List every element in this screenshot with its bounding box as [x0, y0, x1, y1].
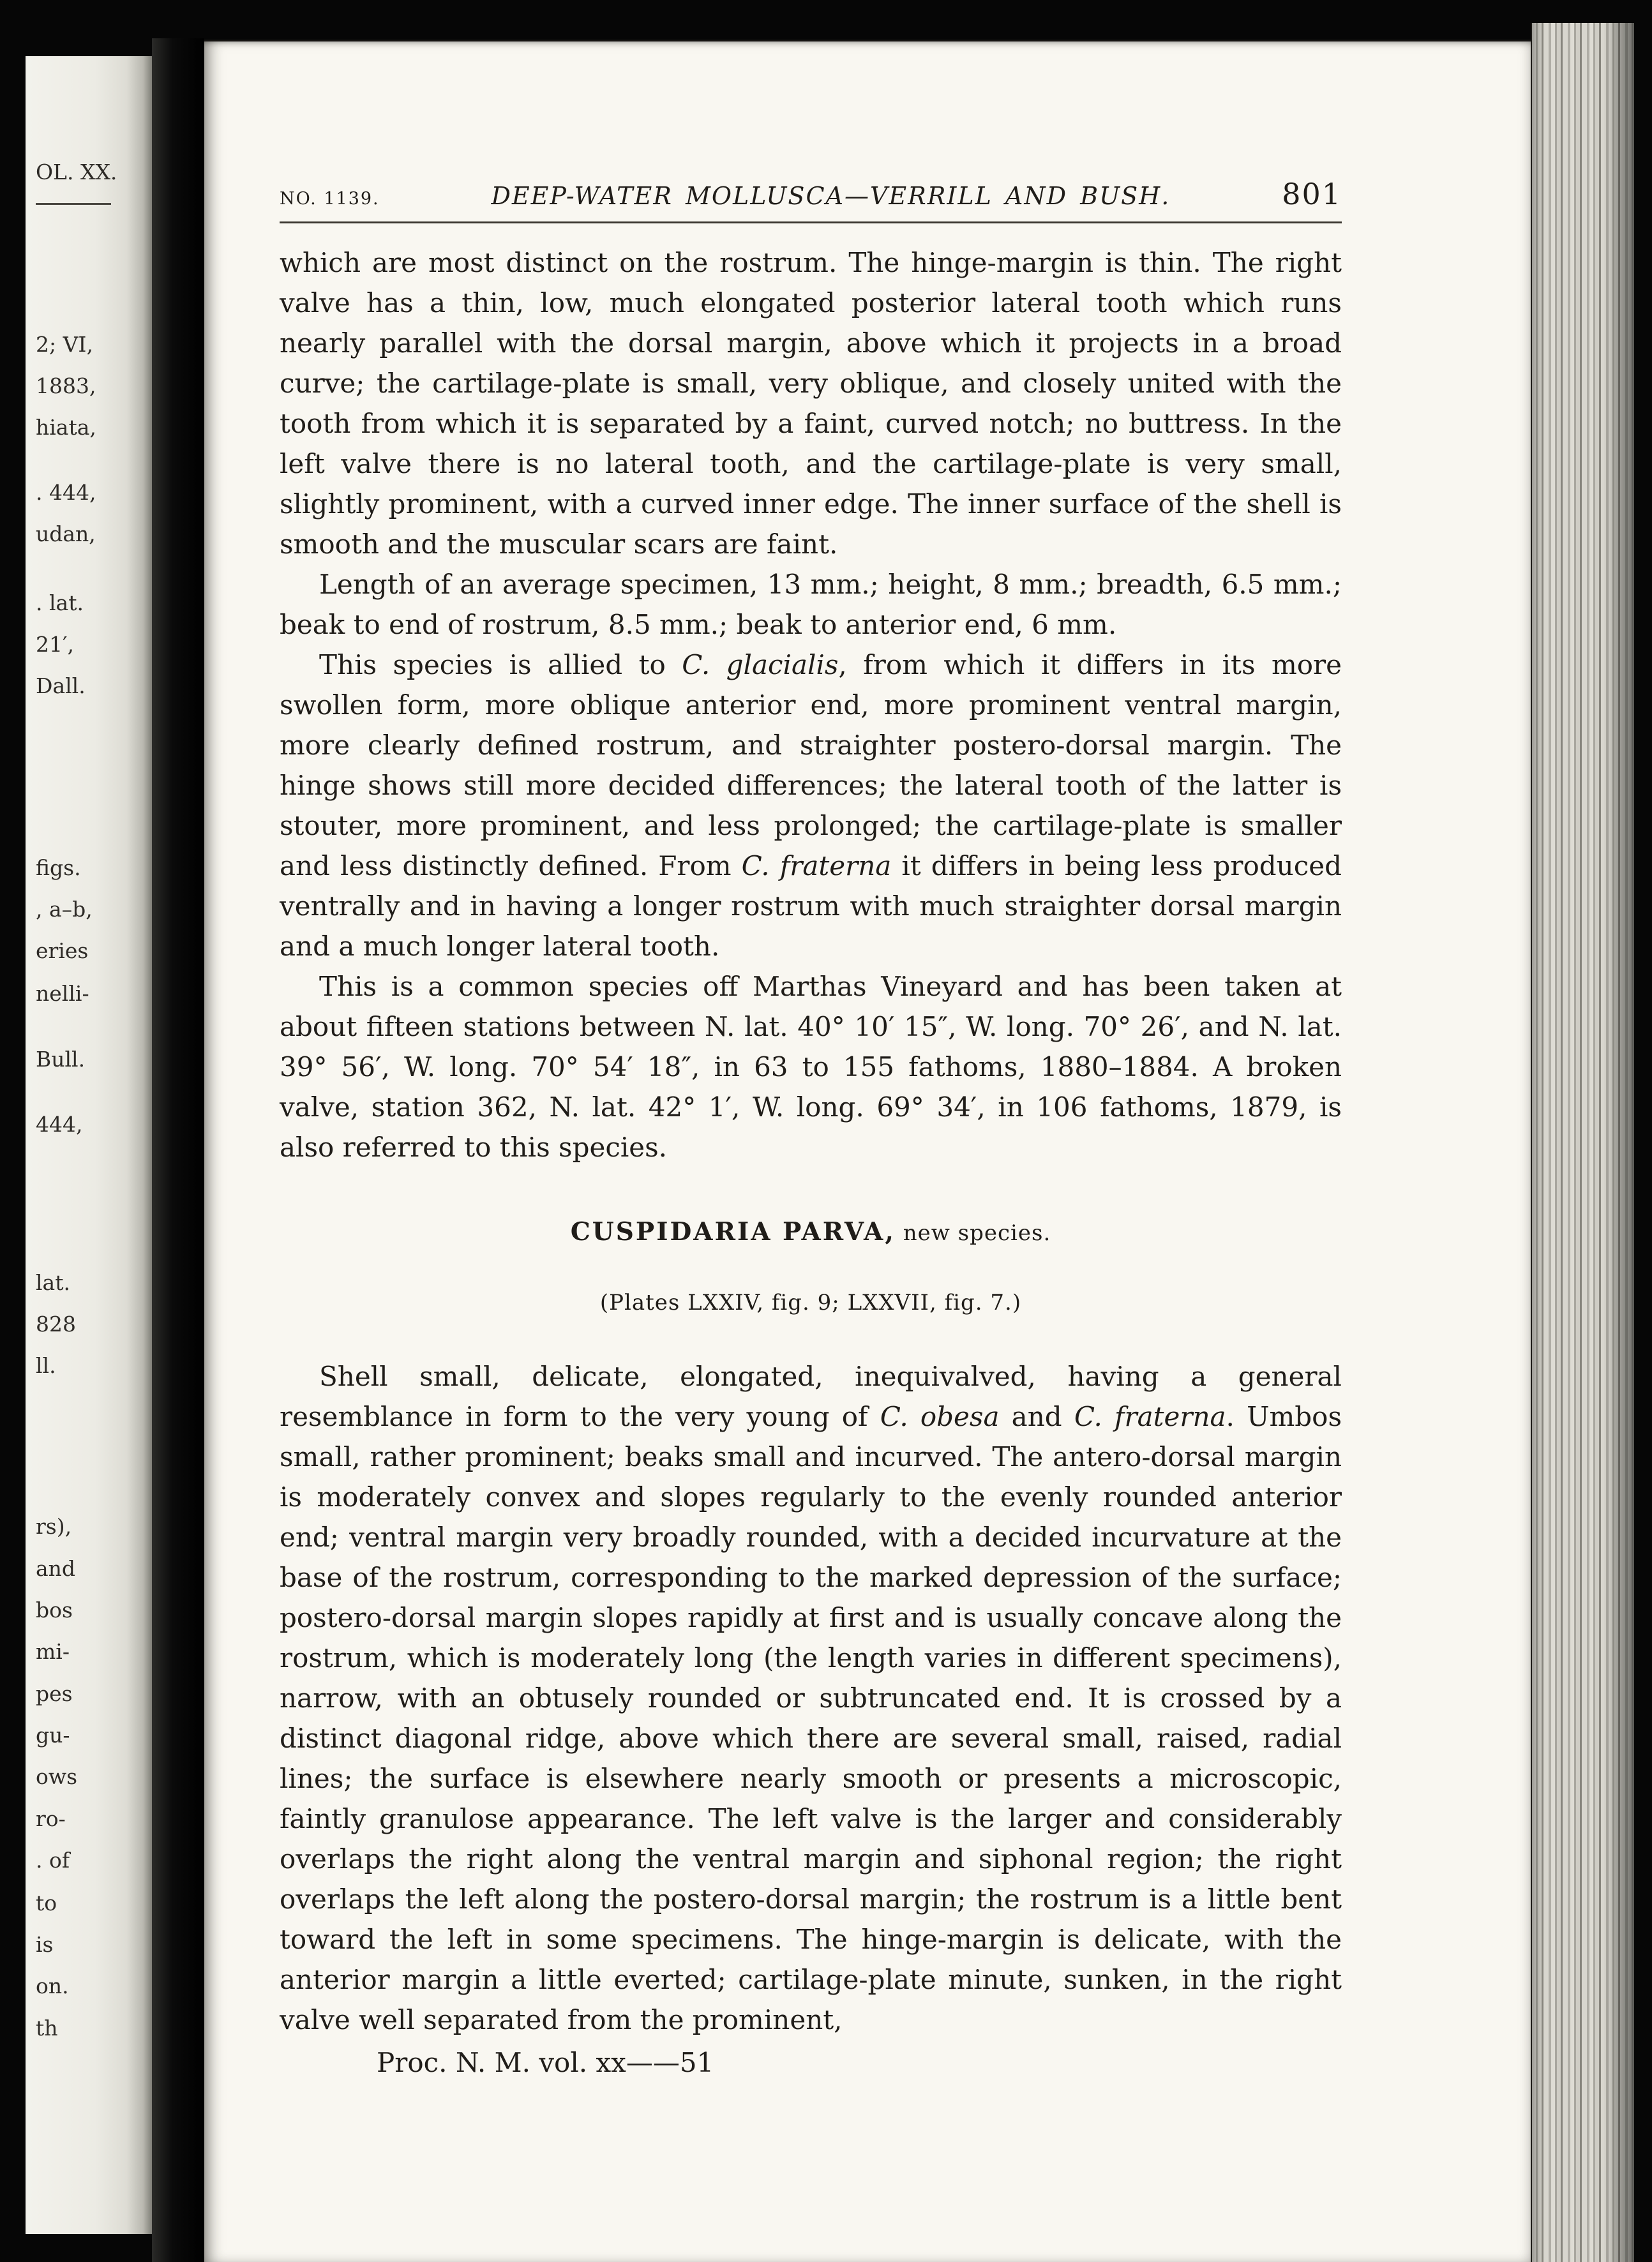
body-text	[280, 243, 1342, 2083]
paragraph	[280, 645, 1342, 966]
cropped-text-fragment: gu-	[36, 1723, 70, 1748]
article-number: NO. 1139.	[280, 189, 380, 209]
text-run: . Umbos small, rather prominent; beaks small and incurved. The antero-dorsal margin is moderately convex and slopes regularly to the evenly rounded anterior end; ventral margin very broadly rounded, with a decided incurvature at the base of the rostrum, corresponding to the marked depression of the surface; postero-dorsal margin slopes rapidly at first and is usually concave along the rostrum, which is moderately long (the length varies in different specimens), narrow, with an obtusely rounded or subtruncated end. It is crossed by a distinct diagonal ridge, above which there are several small, raised, radial lines; the surface is elsewhere nearly smooth or presents a microscopic, faintly granulose appearance. The left valve is the larger and considerably overlaps the right along the ventral margin and siphonal region; the right overlaps the left along the postero-dorsal margin; the rostrum is a little bent toward the left in some specimens. The hinge-margin is delicate, with the anterior margin a little everted; cartilage-plate minute, sunken, in the right valve well separated from the prominent,	[280, 1401, 1342, 2035]
cropped-text-fragment: OL. XX.	[36, 160, 117, 184]
text-run: , from which it differs in its more swollen form, more oblique anterior end, more prominent ventral margin, more clearly defined rostrum, and straighter postero-dorsal margin. The hinge shows still more decided differences; the lateral tooth of the latter is stouter, more prominent, and less prolonged; the cartilage-plate is smaller and less distinctly defined. From	[280, 649, 1342, 881]
cropped-text-fragment: pes	[36, 1681, 73, 1706]
cropped-text-fragment: Bull.	[36, 1047, 86, 1072]
cropped-text-fragment: lat.	[36, 1270, 70, 1295]
cropped-text-fragment: 1883,	[36, 373, 96, 398]
cropped-text-fragment: ll.	[36, 1353, 56, 1378]
cropped-text-fragment: ro-	[36, 1806, 66, 1831]
page-number: 801	[1282, 177, 1342, 211]
paragraph	[280, 1356, 1342, 2040]
species-name: C. fraterna	[741, 850, 892, 881]
plates-reference: (Plates LXXIV, fig. 9; LXXVII, fig. 7.)	[599, 1290, 1022, 1315]
cropped-text-fragment: 444,	[36, 1112, 83, 1137]
cropped-text-fragment: bos	[36, 1598, 73, 1622]
stacked-page-edges	[1531, 23, 1634, 2262]
cropped-text-fragment: nelli-	[36, 981, 89, 1006]
cropped-text-fragment: 21′,	[36, 632, 74, 657]
paragraph	[280, 243, 1342, 564]
text-run: which are most distinct on the rostrum. The hinge-margin is thin. The right valve has a thin, low, much elongated posterior lateral tooth which runs nearly parallel with the dorsal margin, above which it projects in a broad curve; the cartilage-plate is small, very oblique, and closely united with the tooth from which it is separated by a faint, curved notch; no buttress. In the left valve there is no lateral tooth, and the cartilage-plate is very small, slightly prominent, with a curved inner edge. The inner surface of the shell is smooth and the muscular scars are faint.	[280, 247, 1342, 560]
document-page	[204, 40, 1531, 2262]
cropped-text-fragment: on.	[36, 1974, 69, 1998]
previous-page-edge	[26, 56, 152, 2234]
printer-signature: Proc. N. M. vol. xx——51	[377, 2047, 714, 2078]
cropped-text-fragment: , a–b,	[36, 897, 93, 922]
text-run: Length of an average specimen, 13 mm.; height, 8 mm.; breadth, 6.5 mm.; beak to end of rostrum, 8.5 mm.; beak to anterior end, 6 mm.	[280, 569, 1342, 640]
cropped-text-fragment: eries	[36, 938, 89, 963]
cropped-text-fragment: th	[36, 2016, 58, 2041]
new-species-name: CUSPIDARIA PARVA,	[570, 1217, 896, 1247]
species-name: C. glacialis	[682, 649, 839, 680]
paragraph	[280, 966, 1342, 1167]
new-species-label: new species.	[895, 1220, 1051, 1246]
page-content	[204, 41, 1531, 2083]
text-run: it differs in being less produced ventrally and in having a longer rostrum with much straighter dorsal margin and a much longer lateral tooth.	[280, 850, 1342, 962]
cropped-text-fragment: hiata,	[36, 415, 96, 440]
cropped-text-fragment: . of	[36, 1848, 70, 1873]
species-name: C. obesa	[880, 1401, 1000, 1432]
cropped-text-fragment: . lat.	[36, 590, 84, 615]
book-gutter-shadow	[152, 38, 204, 2262]
cropped-text-fragment: mi-	[36, 1639, 70, 1664]
previous-page-rule	[36, 203, 111, 205]
species-heading	[280, 1211, 1342, 1254]
header-rule	[280, 221, 1342, 223]
running-title: DEEP-WATER MOLLUSCA—VERRILL AND BUSH.	[491, 182, 1171, 210]
text-run: Shell small, delicate, elongated, inequivalved, having a general resemblance in form to the very young of	[280, 1361, 1342, 1432]
cropped-text-fragment: . 444,	[36, 480, 96, 505]
text-run: This is a common species off Marthas Vineyard and has been taken at about fifteen stations between N. lat. 40° 10′ 15″, W. long. 70° 26′, and N. lat. 39° 56′, W. long. 70° 54′ 18″, in 63 to 155 fathoms, 1880–1884. A broken valve, station 362, N. lat. 42° 1′, W. long. 69° 34′, in 106 fathoms, 1879, is also referred to this species.	[280, 971, 1342, 1163]
cropped-text-fragment: ows	[36, 1764, 78, 1789]
cropped-text-fragment: rs),	[36, 1514, 72, 1539]
cropped-text-fragment: udan,	[36, 521, 96, 546]
page-header	[280, 177, 1342, 211]
cropped-text-fragment: and	[36, 1556, 76, 1581]
paragraph	[280, 564, 1342, 645]
cropped-text-fragment: 2; VI,	[36, 332, 93, 357]
cropped-text-fragment: to	[36, 1891, 57, 1915]
cropped-text-fragment: 828	[36, 1312, 76, 1337]
text-run: This species is allied to	[319, 649, 682, 680]
species-name: C. fraterna	[1074, 1401, 1226, 1432]
cropped-text-fragment: Dall.	[36, 673, 86, 698]
text-run: and	[999, 1401, 1074, 1432]
cropped-text-fragment: is	[36, 1932, 54, 1957]
cropped-text-fragment: figs.	[36, 855, 81, 880]
